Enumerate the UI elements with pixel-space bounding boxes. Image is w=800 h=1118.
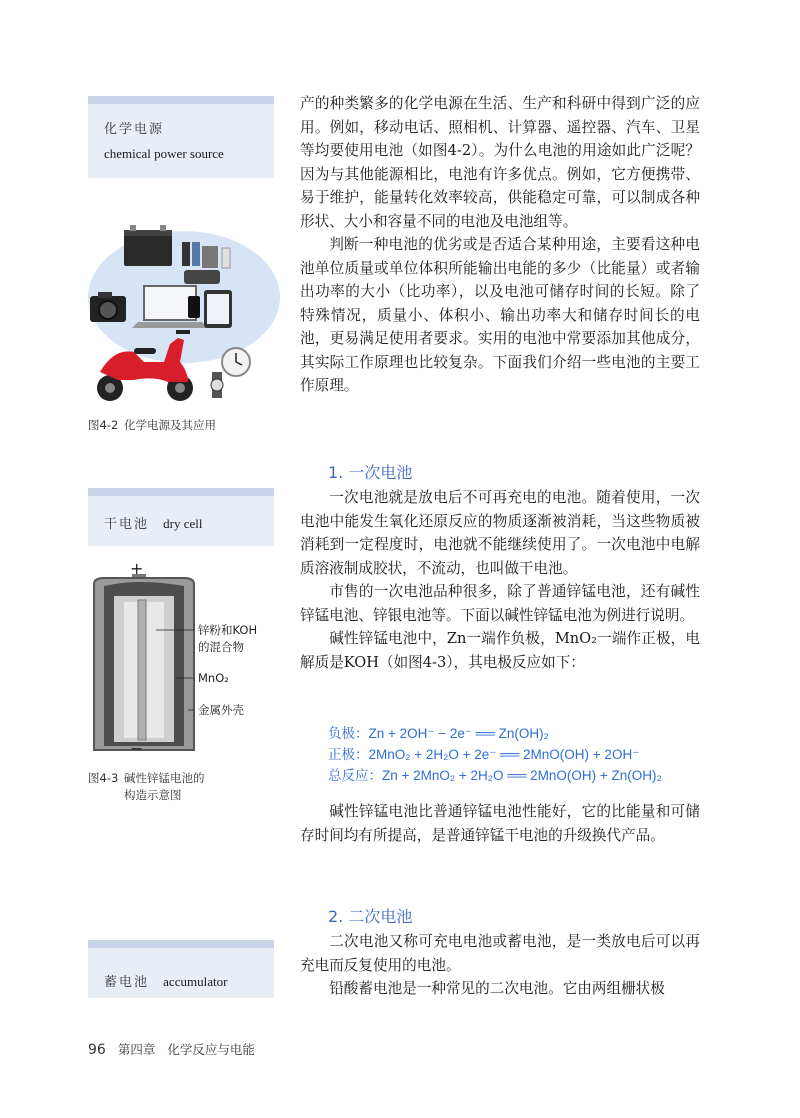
paragraph: 碱性锌锰电池比普通锌锰电池性能好，它的比能量和可储存时间均有所提高，是普通锌锰干电池的升级换代产品。 <box>300 803 700 844</box>
equation-negative: 负极：Zn + 2OH⁻ − 2e⁻ ══ Zn(OH)₂ <box>328 726 549 741</box>
glossary-box-dry-cell <box>88 488 274 546</box>
watch-icon <box>211 372 223 398</box>
glossary-term-zh: 化学电源 <box>104 122 165 137</box>
section-heading-primary-battery: 1. 一次电池 <box>328 463 413 482</box>
equation-positive: 正极：2MnO₂ + 2H₂O + 2e⁻ ══ 2MnO(OH) + 2OH⁻ <box>328 747 640 762</box>
zinc-label-line1: 锌粉和KOH <box>198 623 258 637</box>
figure-caption-line2: 构造示意图 <box>124 788 182 802</box>
metal-shell-label: 金属外壳 <box>198 703 244 717</box>
glossary-box-chemical-power-source <box>88 96 274 178</box>
mno2-label: MnO₂ <box>198 671 229 685</box>
clock-icon <box>222 348 250 376</box>
main-text-block-3 <box>300 800 700 847</box>
figure-caption-line1: 碱性锌锰电池的 <box>124 771 205 785</box>
paragraph: 产的种类繁多的化学电源在生活、生产和科研中得到广泛的应用。例如，移动电话、照相机、计算器、遥控器、汽车、卫星等均要使用电池（如图4-2）。为什么电池的用途如此广泛呢？因为与其他能源相比，电池有许多优点。例如，它方便携带、易于维护，能量转化效率较高，供能稳定可靠，可以制成各种形状、大小和容量不同的电池及电池组等。 <box>300 95 700 230</box>
main-text-block-4 <box>300 930 700 1001</box>
figure-4-3-battery-diagram <box>84 560 204 760</box>
zinc-label-line2: 的混合物 <box>198 640 244 654</box>
camera-icon <box>90 292 126 322</box>
glossary-term-en: chemical power source <box>104 146 224 161</box>
zinc-powder-label <box>198 622 257 656</box>
glossary-term-zh: 干电池 <box>104 517 150 532</box>
figure-number: 图4-2 <box>88 418 119 432</box>
main-text-block-2 <box>300 486 700 674</box>
chapter-title: 化学反应与电能 <box>167 1042 255 1057</box>
figure-4-3-caption <box>88 770 205 804</box>
page-footer <box>88 1040 267 1058</box>
figure-caption-text: 化学电源及其应用 <box>124 418 216 432</box>
power-bank-icon <box>184 270 220 284</box>
glossary-term-en: accumulator <box>163 974 228 989</box>
main-text-block-1 <box>300 92 700 398</box>
car-battery-icon <box>124 225 172 266</box>
section-heading-secondary-battery: 2. 二次电池 <box>328 907 413 926</box>
paragraph: 市售的一次电池品种很多，除了普通锌锰电池，还有碱性锌锰电池、锌银电池等。下面以碱性锌锰电池为例进行说明。 <box>300 583 700 624</box>
glossary-term-zh: 蓄电池 <box>104 975 150 990</box>
electrode-equations <box>328 723 708 786</box>
paragraph: 二次电池又称可充电电池或蓄电池，是一类放电后可以再充电而反复使用的电池。 <box>300 933 700 974</box>
negative-terminal-label: − <box>130 739 144 758</box>
paragraph: 一次电池就是放电后不可再充电的电池。随着使用，一次电池中能发生氧化还原反应的物质逐渐被消耗，当这些物质被消耗到一定程度时，电池就不能继续使用了。一次电池中电解质溶液制成胶状，不流动，也叫做干电池。 <box>300 489 700 577</box>
chapter-label: 第四章 <box>117 1042 156 1057</box>
figure-4-2-caption <box>88 417 216 434</box>
paragraph: 判断一种电池的优劣或是否适合某种用途，主要看这种电池单位质量或单位体积所能输出电能的多少（比能量）或者输出功率的大小（比功率），以及电池可储存时间的长短。除了特殊情况，质量小、体积小、输出功率大和储存时间长的电池，更易满足使用者要求。实用的电池中常要添加其他成分，其实际工作原理也比较复杂。下面我们介绍一些电池的主要工作原理。 <box>300 236 700 394</box>
figure-number: 图4-3 <box>88 771 119 785</box>
positive-terminal-label: + <box>130 559 144 578</box>
paragraph: 碱性锌锰电池中，Zn一端作负极，MnO₂一端作正极，电解质是KOH（如图4-3），其电极反应如下： <box>300 630 700 671</box>
tablet-icon <box>204 290 232 328</box>
page-number: 96 <box>88 1042 106 1058</box>
phone-icon <box>188 296 200 318</box>
equation-total: 总反应：Zn + 2MnO₂ + 2H₂O ══ 2MnO(OH) + Zn(OH)₂ <box>328 768 662 783</box>
glossary-box-accumulator <box>88 940 274 998</box>
figure-4-2-illustration <box>84 212 280 404</box>
glossary-term-en: dry cell <box>163 516 203 531</box>
paragraph: 铅酸蓄电池是一种常见的二次电池。它由两组栅状极 <box>329 980 665 997</box>
